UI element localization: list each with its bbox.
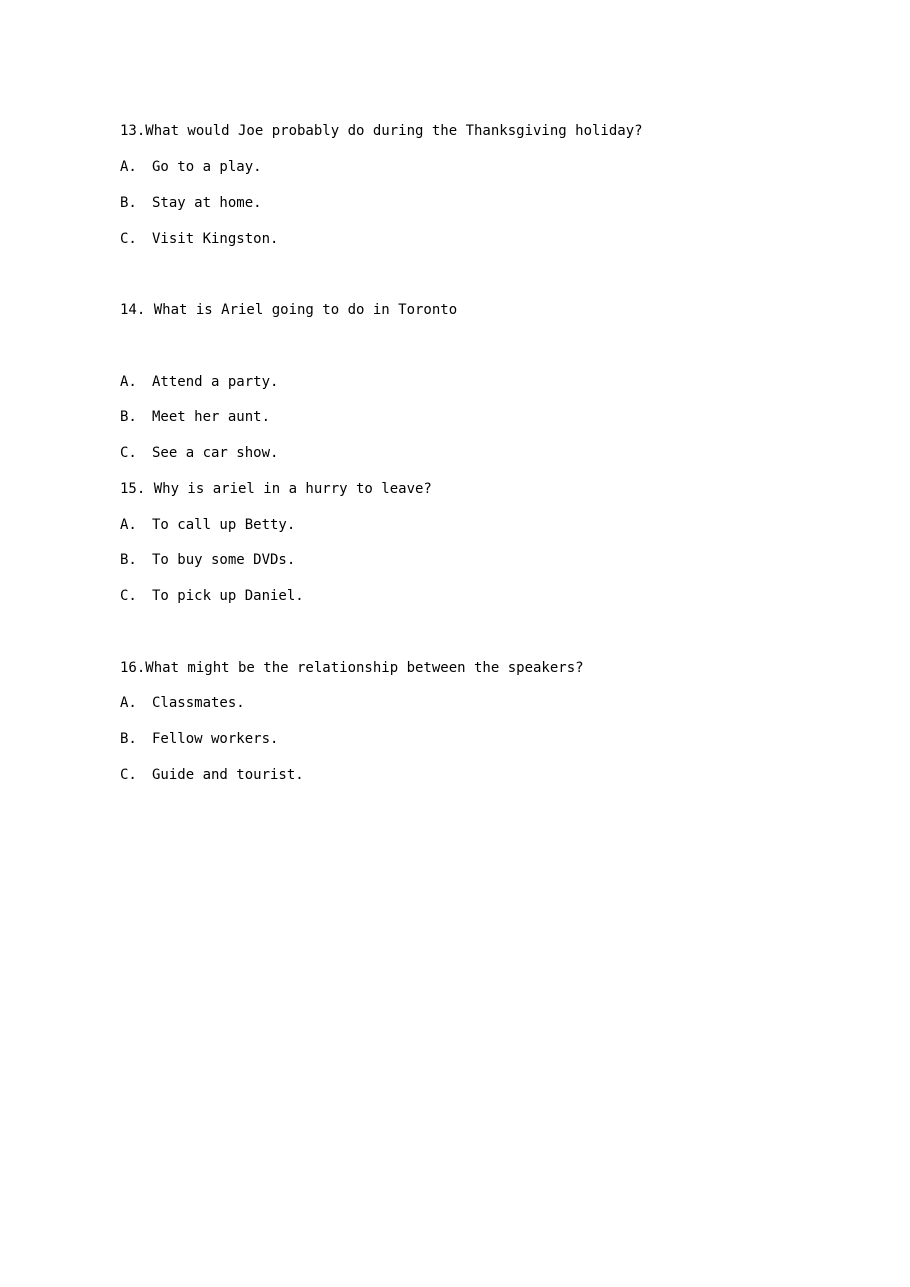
option-letter: C. (120, 767, 137, 783)
option-letter: A. (120, 159, 137, 175)
question-13-option-c (120, 230, 278, 248)
option-letter: C. (120, 445, 137, 461)
option-text: To call up Betty. (152, 517, 296, 533)
question-14-option-a (120, 373, 278, 391)
question-15-option-a (120, 516, 295, 534)
question-16-option-a (120, 694, 245, 712)
option-letter: C. (120, 588, 137, 604)
question-13-stem: 13.What would Joe probably do during the Thanksgiving holiday? (120, 123, 643, 139)
option-text: Visit Kingston. (152, 231, 279, 247)
question-16-option-b (120, 730, 278, 748)
question-14-option-b (120, 408, 270, 426)
question-14-stem: 14. What is Ariel going to do in Toronto (120, 302, 458, 318)
option-text: Attend a party. (152, 374, 279, 390)
question-13-option-a (120, 158, 262, 176)
option-text: Meet her aunt. (152, 409, 271, 425)
option-text: Guide and tourist. (152, 767, 304, 783)
option-letter: B. (120, 552, 137, 568)
question-14-option-c (120, 444, 278, 462)
option-letter: C. (120, 231, 137, 247)
option-text: To pick up Daniel. (152, 588, 304, 604)
option-text: Stay at home. (152, 195, 262, 211)
option-text: Classmates. (152, 695, 245, 711)
question-15-option-c (120, 587, 304, 605)
option-letter: A. (120, 517, 137, 533)
option-letter: B. (120, 731, 137, 747)
option-letter: B. (120, 409, 137, 425)
option-text: Fellow workers. (152, 731, 279, 747)
question-16-stem: 16.What might be the relationship between the speakers? (120, 660, 584, 676)
option-letter: A. (120, 374, 137, 390)
question-16-option-c (120, 766, 304, 784)
option-letter: B. (120, 195, 137, 211)
option-text: To buy some DVDs. (152, 552, 296, 568)
question-15-option-b (120, 551, 295, 569)
question-13-option-b (120, 194, 262, 212)
option-letter: A. (120, 695, 137, 711)
question-15-stem: 15. Why is ariel in a hurry to leave? (120, 481, 432, 497)
option-text: Go to a play. (152, 159, 262, 175)
option-text: See a car show. (152, 445, 279, 461)
